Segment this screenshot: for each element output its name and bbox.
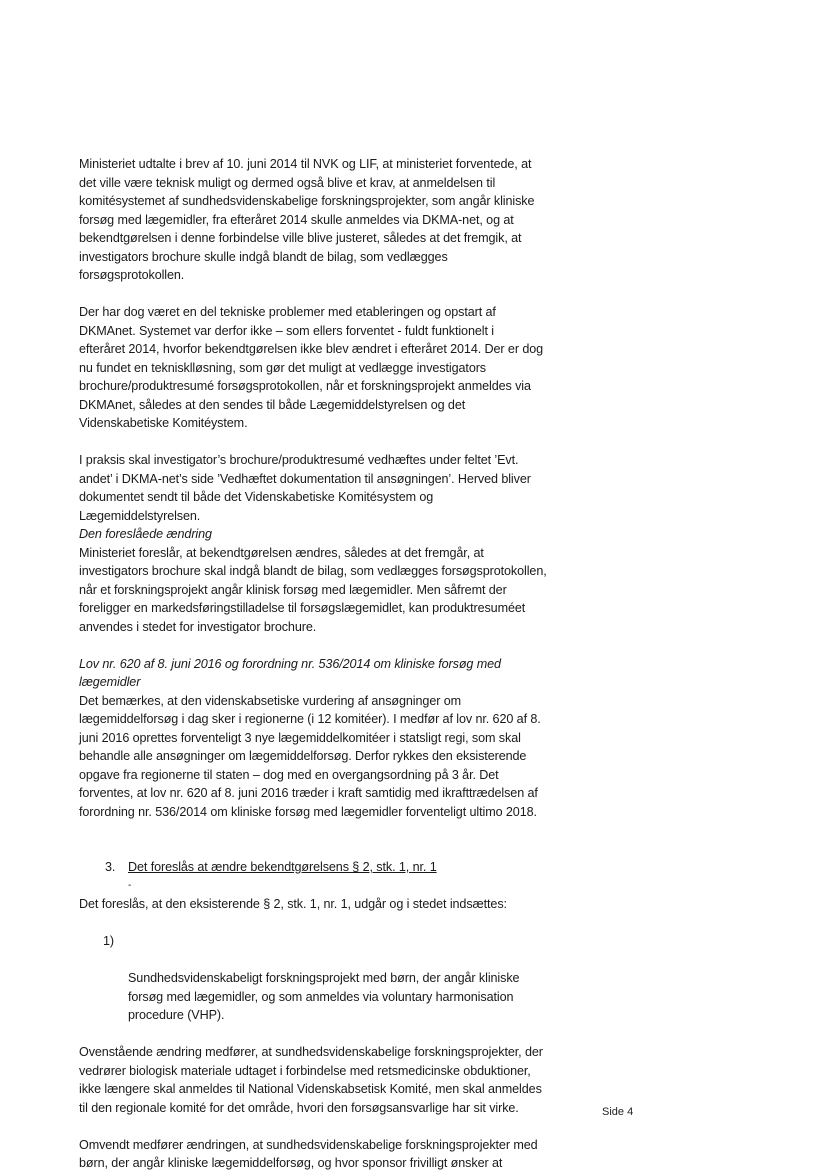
- spacer: [79, 433, 579, 452]
- paragraph-technical-problems: Der har dog været en del tekniske problemer med etableringen og opstart af DKMAnet. Systemet var derfor ikke – som ellers forventet - fuldt funktionelt i efteråret 2014, hvorfor bekendtgørelsen ikke blev ændret i efteråret 2014. Der er dog nu fundet en teknisklløsning, som gør det muligt at vedlægge investigators brochure/produktresumé forsøgsprotokollen, når et forskningsprojekt anmeldes via DKMAnet, således at den sendes til både Lægemiddelstyrelsen og det Videnskabetiske Komitéystem.: [79, 305, 544, 430]
- paragraph-in-practice: I praksis skal investigator’s brochure/produktresumé vedhæftes under feltet ’Evt. andet’ i DKMA-net’s side ’Vedhæftet dokumentation til ansøgningen’. Herved bliver dokumentet sendt til både det Videnskabetiske Komitésystem og Lægemiddelstyrelsen.: [79, 453, 531, 523]
- section-number: 3.: [105, 860, 116, 874]
- page-number: Side 4: [602, 1106, 634, 1118]
- spacer: [79, 914, 579, 933]
- paragraph-proposal-insert: Det foreslås, at den eksisterende § 2, stk. 1, nr. 1, udgår og i stedet indsættes:: [79, 897, 507, 911]
- paragraph-ministry-proposes: Ministeriet foreslår, at bekendtgørelsen ændres, således at det fremgår, at investigators brochure skal indgå blandt de bilag, som vedlægges forsøgsprotokollen, når et forskningsprojekt angår klinisk forsøg med lægemidler. Men såfremt der foreligger en markedsføringstilladelse til forsøgslægemidlet, kan produktresuméet anvendes i stedet for investigator brochure.: [79, 545, 547, 634]
- paragraph-ethics-assessment: Det bemærkes, at den videnskabsetiske vurdering af ansøgninger om lægemiddelforsøg i dag sker i regionerne (i 12 komitéer). I medfør af lov nr. 620 af 8. juni 2016 oprettes forventeligt 3 nye lægemiddelkomitéer i statsligt regi, som skal behandle alle ansøgninger om lægemiddelforsøg. Derfor rykkes den eksisterende opgave fra regionerne til staten – dog med en overgangsordning på 3 år. Det forventes, at lov nr. 620 af 8. juni 2016 træder i kraft samtidig med ikrafttrædelsen af forordning nr. 536/2014 om kliniske forsøg med lægemidler forventeligt ultimo 2018.: [79, 693, 541, 819]
- list-item-number: 1): [103, 934, 114, 948]
- list-item-text: Sundhedsvidenskabeligt forskningsprojekt med børn, der angår kliniske forsøg med lægemidler, og som anmeldes via voluntary harmonisation procedure (VHP).: [128, 971, 520, 1022]
- section-title: Det foreslås at ændre bekendtgørelsens § 2, stk. 1, nr. 1: [128, 860, 437, 874]
- spacer: [79, 1117, 579, 1136]
- dash-marker: -: [128, 879, 132, 891]
- spacer: [79, 1025, 579, 1044]
- spacer: [79, 285, 579, 304]
- list-item: [79, 932, 579, 1025]
- document-body: [79, 155, 579, 1173]
- paragraph-change-consequence: Ovenstående ændring medfører, at sundhedsvidenskabelige forskningsprojekter, der vedrører biologisk materiale udtaget i forbindelse med retsmedicinske obduktioner, ikke længere skal anmeldes til National Videnskabsetisk Komité, men skal anmeldes til den regionale komité for det område, hvori den forsøgsansvarlige har sit virke.: [79, 1045, 543, 1115]
- spacer: [79, 636, 579, 655]
- paragraph-conversely: Omvendt medfører ændringen, at sundhedsvidenskabelige forskningsprojekter med børn, der angår kliniske lægemiddelforsøg, og hvor sponsor frivilligt ønsker at: [79, 1137, 538, 1170]
- heading-proposed-change: Den foreslåede ændring: [79, 527, 212, 541]
- spacer: [79, 821, 579, 858]
- paragraph-ministry-letter: Ministeriet udtalte i brev af 10. juni 2014 til NVK og LIF, at ministeriet forventede, at det ville være teknisk muligt og dermed også blive et krav, at anmeldelsen til komitésystemet af sundhedsvidenskabelige forskningsprojekter, som angår kliniske forsøg med lægemidler, fra efteråret 2014 skulle anmeldes via DKMA-net, og at bekendtgørelsen i denne forbindelse ville blive justeret, således at det fremgik, at investigators brochure skulle indgå blandt de bilag, som vedlægges forsøgsprotokollen.: [79, 157, 535, 282]
- heading-law-620: Lov nr. 620 af 8. juni 2016 og forordning nr. 536/2014 om kliniske forsøg med lægemidler: [79, 656, 501, 689]
- section-3-heading: [79, 858, 579, 877]
